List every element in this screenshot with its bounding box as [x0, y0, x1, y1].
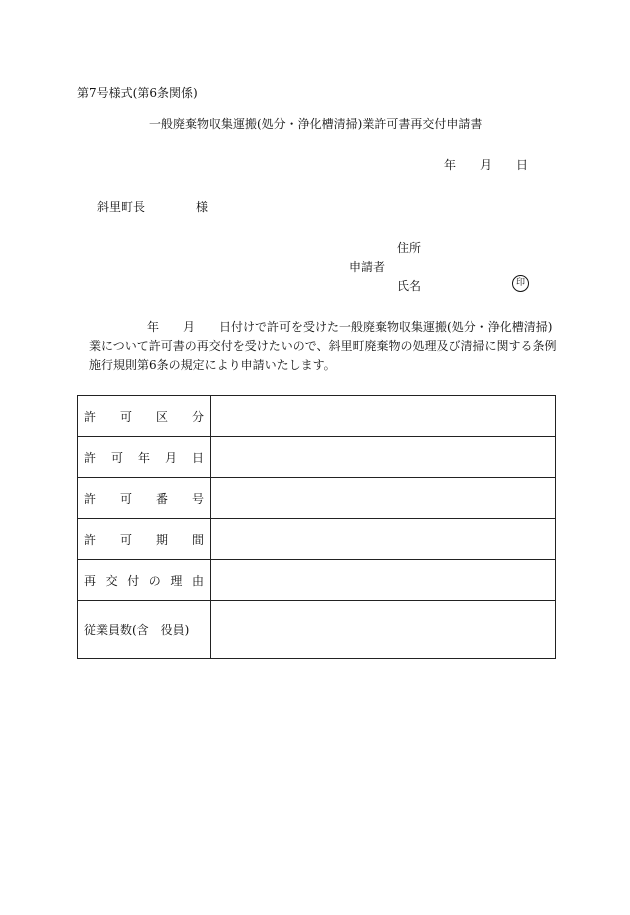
row-value-field[interactable] — [211, 601, 556, 659]
addressee-name: 斜里町長 — [97, 200, 146, 214]
body-month-label: 月 — [183, 320, 196, 334]
permit-info-table — [77, 395, 556, 659]
row-label-char: 許 — [84, 532, 97, 547]
row-label-char: 由 — [191, 573, 204, 588]
table-row — [78, 396, 556, 437]
row-label — [78, 396, 211, 437]
row-label-char: 許 — [84, 409, 97, 424]
row-label-text — [84, 490, 204, 507]
row-label-char: 期 — [155, 532, 168, 547]
row-label-char: 番 — [155, 491, 168, 506]
applicant-role-label: 申請者 — [349, 260, 386, 274]
date-day-label: 日 — [516, 158, 529, 172]
application-body-text — [89, 318, 559, 375]
row-label-char: 再 — [84, 573, 97, 588]
row-label-char: 許 — [84, 450, 97, 465]
row-value-field[interactable] — [211, 519, 556, 560]
row-label-char: 付 — [127, 573, 140, 588]
applicant-name-label: 氏名 — [397, 279, 422, 293]
row-label-char: 月 — [164, 450, 177, 465]
row-value-field[interactable] — [211, 478, 556, 519]
table-row — [78, 519, 556, 560]
row-label-char: 年 — [137, 450, 150, 465]
row-label — [78, 437, 211, 478]
row-label-text — [84, 531, 204, 548]
table-row — [78, 478, 556, 519]
table-row — [78, 601, 556, 659]
body-line-3: 施行規則第6条の規定により申請いたします。 — [89, 358, 336, 372]
row-label-char: 従業員数(含 役員) — [84, 623, 190, 637]
addressee-honorific: 様 — [196, 200, 209, 214]
row-label — [78, 478, 211, 519]
row-label-char: 理 — [170, 573, 183, 588]
table-row — [78, 560, 556, 601]
document-title: 一般廃棄物収集運搬(処分・浄化槽清掃)業許可書再交付申請書 — [149, 117, 483, 131]
applicant-address-label: 住所 — [397, 241, 422, 255]
row-label-char: 可 — [119, 409, 132, 424]
row-label-text — [84, 449, 204, 466]
row-label-text — [84, 621, 204, 638]
row-value-field[interactable] — [211, 437, 556, 478]
row-label-char: 間 — [191, 532, 204, 547]
seal-mark: 印 — [512, 275, 529, 292]
form-number: 第7号様式(第6条関係) — [77, 86, 198, 100]
date-month-label: 月 — [480, 158, 493, 172]
date-year-label: 年 — [444, 158, 457, 172]
row-label-char: 日 — [191, 450, 204, 465]
row-label-char: 可 — [119, 491, 132, 506]
row-label — [78, 601, 211, 659]
row-label-text — [84, 408, 204, 425]
row-value-field[interactable] — [211, 560, 556, 601]
body-line-2: 業について許可書の再交付を受けたいので、斜里町廃棄物の処理及び清掃に関する条例 — [89, 339, 557, 353]
row-label-char: 可 — [119, 532, 132, 547]
body-year-label: 年 — [147, 320, 160, 334]
row-label — [78, 560, 211, 601]
row-label-char: の — [148, 573, 161, 588]
row-label-char: 交 — [105, 573, 118, 588]
body-line-1-rest: 日付けで許可を受けた一般廃棄物収集運搬(処分・浄化槽清掃) — [219, 320, 553, 334]
row-label-char: 許 — [84, 491, 97, 506]
table-row — [78, 437, 556, 478]
row-label-char: 区 — [155, 409, 168, 424]
row-value-field[interactable] — [211, 396, 556, 437]
row-label-text — [84, 572, 204, 589]
row-label-char: 分 — [191, 409, 204, 424]
row-label-char: 可 — [110, 450, 123, 465]
row-label-char: 号 — [191, 491, 204, 506]
body-line-1 — [89, 318, 559, 337]
row-label — [78, 519, 211, 560]
